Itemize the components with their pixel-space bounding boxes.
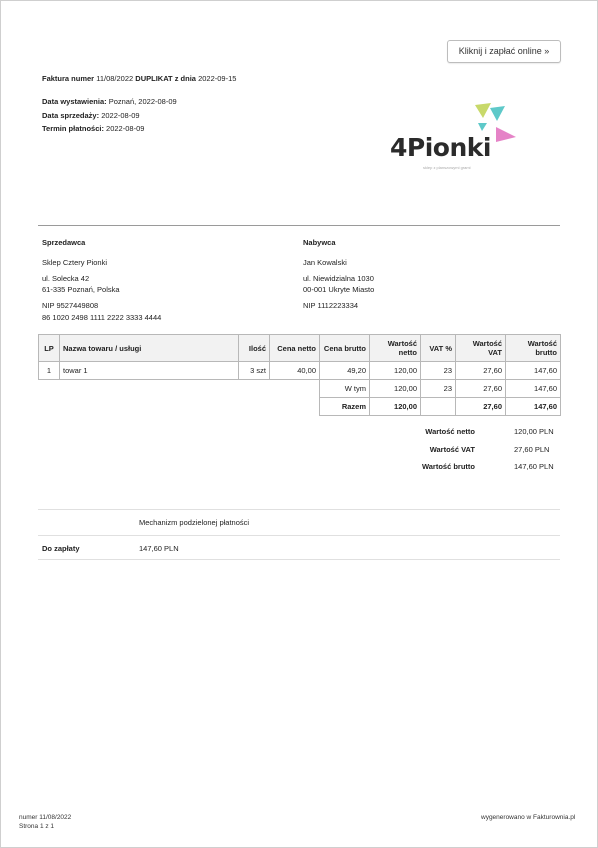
amount-due-label: Do zapłaty	[42, 544, 80, 553]
buyer-block	[303, 238, 374, 312]
bank-account: 86 1020 2498 1111 2222 3333 4444	[42, 313, 162, 322]
total-vat-value: 27,60 PLN	[514, 445, 550, 454]
logo-text: 4Pionki	[390, 133, 491, 162]
col-header: Nazwa towaru / usługi	[60, 335, 239, 362]
divider	[38, 559, 560, 560]
total-gross-value: 147,60 PLN	[514, 462, 554, 471]
seller-name: Sklep Cztery Pionki	[42, 257, 108, 267]
footer-left	[19, 813, 71, 831]
seller-street: ul. Solecka 42	[42, 274, 90, 283]
razem-label: Razem	[320, 398, 370, 416]
issue-value: Poznań, 2022-08-09	[108, 97, 177, 106]
cell-gross-price: 49,20	[320, 362, 370, 380]
total-gross-label: Wartość brutto	[421, 462, 475, 471]
buyer-title: Nabywca	[303, 238, 336, 247]
items-table	[38, 334, 561, 416]
wtym-vat-pct: 23	[421, 380, 456, 398]
razem-row	[39, 398, 561, 416]
cell-net-value: 120,00	[370, 362, 421, 380]
payment-term	[42, 124, 144, 133]
buyer-city: 00-001 Ukryte Miasto	[303, 284, 375, 294]
total-net-label: Wartość netto	[425, 427, 475, 436]
invoice-label: Faktura numer	[42, 74, 95, 83]
total-vat-label: Wartość VAT	[429, 445, 475, 454]
cell-lp: 1	[39, 362, 60, 380]
duplicate-date: 2022-09-15	[198, 74, 237, 83]
sale-label: Data sprzedaży:	[42, 111, 100, 120]
seller-nip: NIP 9527449808	[42, 301, 99, 310]
razem-netto: 120,00	[370, 398, 421, 416]
issue-label: Data wystawienia:	[42, 97, 107, 106]
col-header: Wartość netto	[370, 335, 421, 362]
wtym-row	[39, 380, 561, 398]
buyer-nip: NIP 1112223334	[303, 301, 359, 310]
divider	[38, 535, 560, 536]
cell-gross-value: 147,60	[506, 362, 561, 380]
razem-brutto: 147,60	[506, 398, 561, 416]
seller-block	[42, 238, 120, 312]
wtym-netto: 120,00	[370, 380, 421, 398]
col-header: Cena netto	[270, 335, 320, 362]
footer-generated: wygenerowano w Fakturownia.pl	[481, 814, 576, 821]
company-logo	[387, 101, 522, 176]
table-header-row	[39, 335, 561, 362]
cell-vat-pct: 23	[421, 362, 456, 380]
col-header: VAT %	[421, 335, 456, 362]
col-header: LP	[39, 335, 60, 362]
pay-online-button[interactable]: Kliknij i zapłać online »	[447, 40, 561, 63]
col-header: Wartość VAT	[456, 335, 506, 362]
col-header: Cena brutto	[320, 335, 370, 362]
invoice-title	[42, 74, 236, 83]
footer-page: Strona 1 z 1	[19, 823, 55, 830]
divider	[38, 509, 560, 510]
total-net-value: 120,00 PLN	[514, 427, 554, 436]
term-value: 2022-08-09	[106, 124, 145, 133]
col-header: Wartość brutto	[506, 335, 561, 362]
seller-title: Sprzedawca	[42, 238, 86, 247]
cell-vat-value: 27,60	[456, 362, 506, 380]
invoice-number: 11/08/2022	[96, 74, 134, 83]
col-header: Ilość	[239, 335, 270, 362]
wtym-brutto: 147,60	[506, 380, 561, 398]
razem-vat-pct	[421, 398, 456, 416]
divider	[38, 225, 560, 226]
footer-number: numer 11/08/2022	[19, 814, 72, 821]
razem-vat: 27,60	[456, 398, 506, 416]
wtym-vat: 27,60	[456, 380, 506, 398]
buyer-street: ul. Niewidzialna 1030	[303, 274, 374, 283]
split-payment-note: Mechanizm podzielonej płatności	[139, 518, 250, 527]
seller-city: 61-335 Poznań, Polska	[42, 284, 120, 294]
table-row	[39, 362, 561, 380]
logo-tagline: sklep z planszowymi grami	[423, 165, 471, 170]
cell-name: towar 1	[60, 362, 239, 380]
wtym-label: W tym	[320, 380, 370, 398]
cell-qty: 3 szt	[239, 362, 270, 380]
sale-value: 2022-08-09	[101, 111, 140, 120]
duplicate-label: DUPLIKAT z dnia	[135, 74, 196, 83]
issue-date	[42, 97, 177, 106]
term-label: Termin płatności:	[42, 124, 104, 133]
cell-net-price: 40,00	[270, 362, 320, 380]
sale-date	[42, 111, 140, 120]
buyer-name: Jan Kowalski	[303, 257, 347, 267]
amount-due-value: 147,60 PLN	[139, 544, 179, 553]
